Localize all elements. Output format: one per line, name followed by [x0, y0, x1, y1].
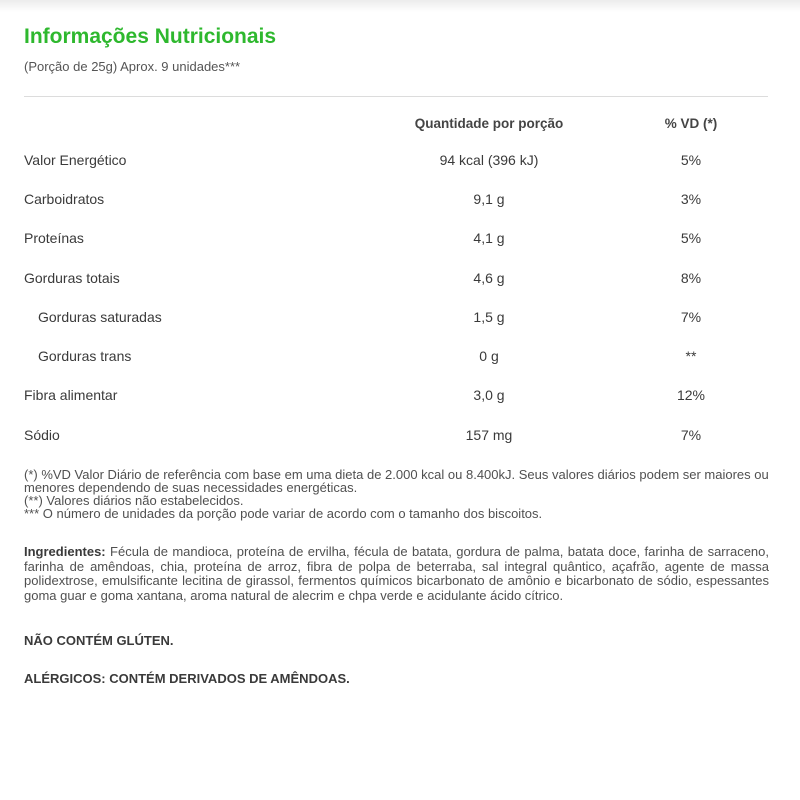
nutrient-name: Gorduras saturadas: [38, 308, 162, 325]
table-header-row: [24, 106, 768, 140]
nutrient-name: Valor Energético: [24, 151, 127, 168]
table-row: [24, 258, 768, 297]
nutrition-table: [24, 106, 768, 454]
gluten-notice: NÃO CONTÉM GLÚTEN.: [24, 633, 174, 649]
footnote-not-established: (**) Valores diários não estabelecidos.: [24, 493, 244, 509]
nutrient-name: Gorduras totais: [24, 269, 120, 286]
ingredients-label: Ingredientes:: [24, 544, 106, 560]
table-row: [24, 179, 768, 218]
top-shadow-bar: [0, 0, 800, 12]
nutrient-quantity: 4,1 g: [473, 230, 505, 247]
table-row: [24, 336, 768, 375]
page-title: Informações Nutricionais: [24, 25, 277, 48]
nutrient-vd: 12%: [676, 387, 706, 404]
nutrient-quantity: 1,5 g: [473, 308, 505, 325]
table-row: [24, 219, 768, 258]
nutrient-quantity: 94 kcal (396 kJ): [439, 151, 539, 168]
portion-info: (Porção de 25g) Aprox. 9 unidades***: [24, 59, 241, 74]
nutrient-quantity: 157 mg: [465, 426, 513, 443]
nutrient-quantity: 3,0 g: [473, 387, 505, 404]
footnotes: [24, 468, 770, 520]
table-row: [24, 297, 768, 336]
table-row: [24, 140, 768, 179]
allergen-notice: ALÉRGICOS: CONTÉM DERIVADOS DE AMÊNDOAS.: [24, 671, 350, 687]
nutrient-quantity: 9,1 g: [473, 190, 505, 207]
header-vd: % VD (*): [664, 115, 718, 131]
table-row: [24, 376, 768, 415]
nutrient-name: Fibra alimentar: [24, 387, 118, 404]
nutrient-name: Carboidratos: [24, 190, 105, 207]
header-quantity: Quantidade por porção: [414, 115, 564, 131]
nutrient-vd: 5%: [680, 230, 702, 247]
nutrient-vd: 8%: [680, 269, 702, 286]
nutrient-name: Sódio: [24, 426, 60, 443]
nutrition-panel: [24, 22, 770, 686]
nutrient-vd: **: [685, 348, 697, 365]
nutrient-quantity: 4,6 g: [473, 269, 505, 286]
nutrient-quantity: 0 g: [479, 348, 499, 365]
ingredients-text: Fécula de mandioca, proteína de ervilha, fécula de batata, gordura de palma, batata doce, farinha de sarraceno, farinha de amêndoas, chia, proteína de arroz, fibra de polpa de beterraba, sal integral quântico, açafrão, agente de massa polidextrose, emulsificante lecitina de girassol, fermentos químicos bicarbonato de amônio e bicarbonato de sódio, espessantes goma guar e goma xantana, aroma natural de alecrim e chpa verde e acidulante ácido cítrico.: [24, 544, 769, 603]
nutrient-vd: 3%: [680, 190, 702, 207]
header-nutrient: [24, 106, 364, 140]
divider: [24, 96, 768, 97]
nutrient-vd: 5%: [680, 151, 702, 168]
ingredients-paragraph: [24, 545, 769, 603]
nutrient-vd: 7%: [680, 426, 702, 443]
footnote-units: *** O número de unidades da porção pode variar de acordo com o tamanho dos biscoitos.: [24, 506, 543, 522]
nutrient-vd: 7%: [680, 308, 702, 325]
footnote-vd: (*) %VD Valor Diário de referência com base em uma dieta de 2.000 kcal ou 8.400kJ. Seus valores diários podem ser maiores ou menores dependendo de suas necessidades energéticas.: [24, 467, 769, 496]
nutrient-name: Proteínas: [24, 230, 84, 247]
nutrient-name: Gorduras trans: [38, 348, 132, 365]
table-row: [24, 415, 768, 454]
